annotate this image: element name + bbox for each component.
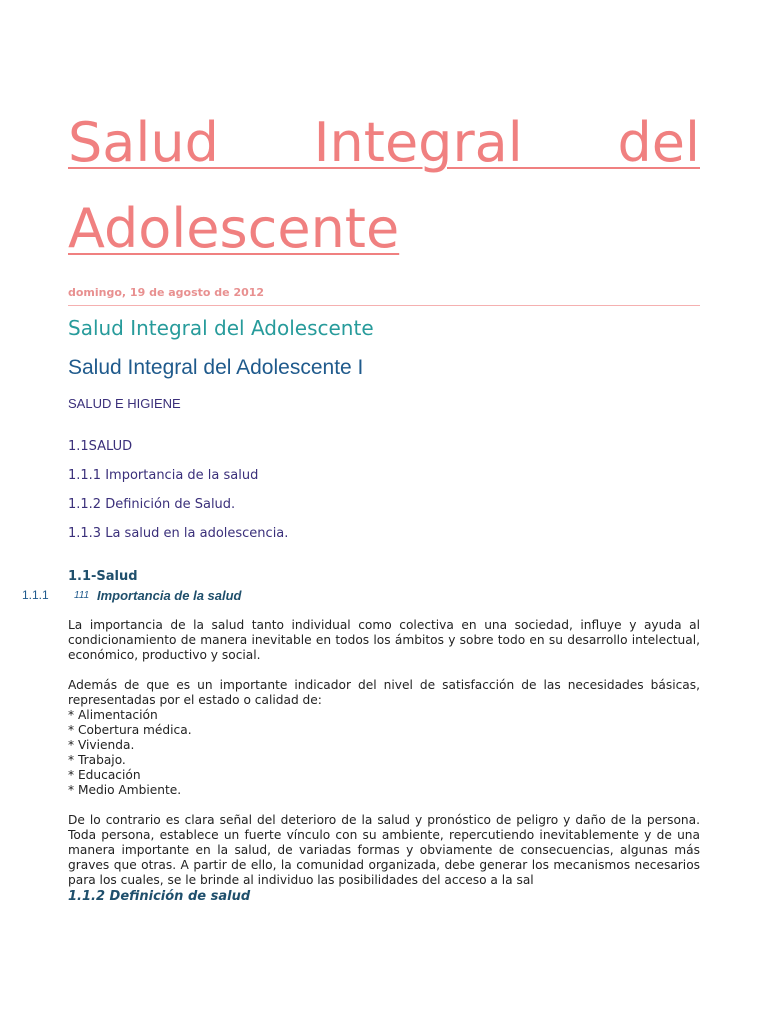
- post-title[interactable]: Salud Integral del Adolescente: [68, 316, 374, 340]
- toc-item: 1.1SALUD: [68, 439, 133, 454]
- list-item: * Alimentación: [68, 708, 158, 722]
- date-header: domingo, 19 de agosto de 2012: [68, 286, 700, 306]
- heading-definicion: 1.1.2 Definición de salud: [68, 889, 251, 904]
- heading-salud: 1.1-Salud: [68, 569, 138, 584]
- list-item: * Educación: [68, 768, 141, 782]
- needs-list: [68, 708, 700, 798]
- heading-number: 1.1.1: [22, 588, 49, 602]
- paragraph-indicador: [68, 678, 700, 798]
- blog-page: [68, 100, 700, 584]
- list-item: * Cobertura médica.: [68, 723, 192, 737]
- toc-item: 1.1.3 La salud en la adolescencia.: [68, 526, 289, 541]
- section-title: Salud Integral del Adolescente I: [68, 356, 364, 379]
- toc-item: 1.1.1 Importancia de la salud: [68, 468, 259, 483]
- list-item: * Vivienda.: [68, 738, 135, 752]
- heading-text: Importancia de la salud: [97, 588, 242, 603]
- section-subhead: SALUD E HIGIENE: [68, 396, 181, 411]
- list-item: * Trabajo.: [68, 753, 126, 767]
- blog-title-line1[interactable]: Salud Integral del: [68, 111, 700, 174]
- paragraph-importancia: La importancia de la salud tanto individual como colectiva en una sociedad, influye y ayuda al condicionamiento de manera inevitable en todos los ámbitos y sobre todo en su desarrollo intelectual, económico, productivo y social.: [68, 618, 700, 662]
- paragraph-intro: Además de que es un importante indicador del nivel de satisfacción de las necesidades básicas, representadas por el estado o calidad de:: [68, 678, 700, 707]
- blog-title[interactable]: [68, 100, 700, 272]
- list-item: * Medio Ambiente.: [68, 783, 182, 797]
- blog-title-line2[interactable]: Adolescente: [68, 197, 400, 260]
- heading-small-number: 111: [74, 590, 90, 601]
- paragraph-deterioro: De lo contrario es clara señal del deterioro de la salud y pronóstico de peligro y daño de la persona. Toda persona, establece un fuerte vínculo con su ambiente, repercutiendo inevitablemente y de una manera importante en la salud, de variadas formas y obviamente de consecuencias, algunas más graves que otras. A partir de ello, la comunidad organizada, debe generar los mecanismos necesarios para los cuales, se le brinde al individuo las posibilidades del acceso a la sal: [68, 813, 700, 887]
- toc-item: 1.1.2 Definición de Salud.: [68, 497, 236, 512]
